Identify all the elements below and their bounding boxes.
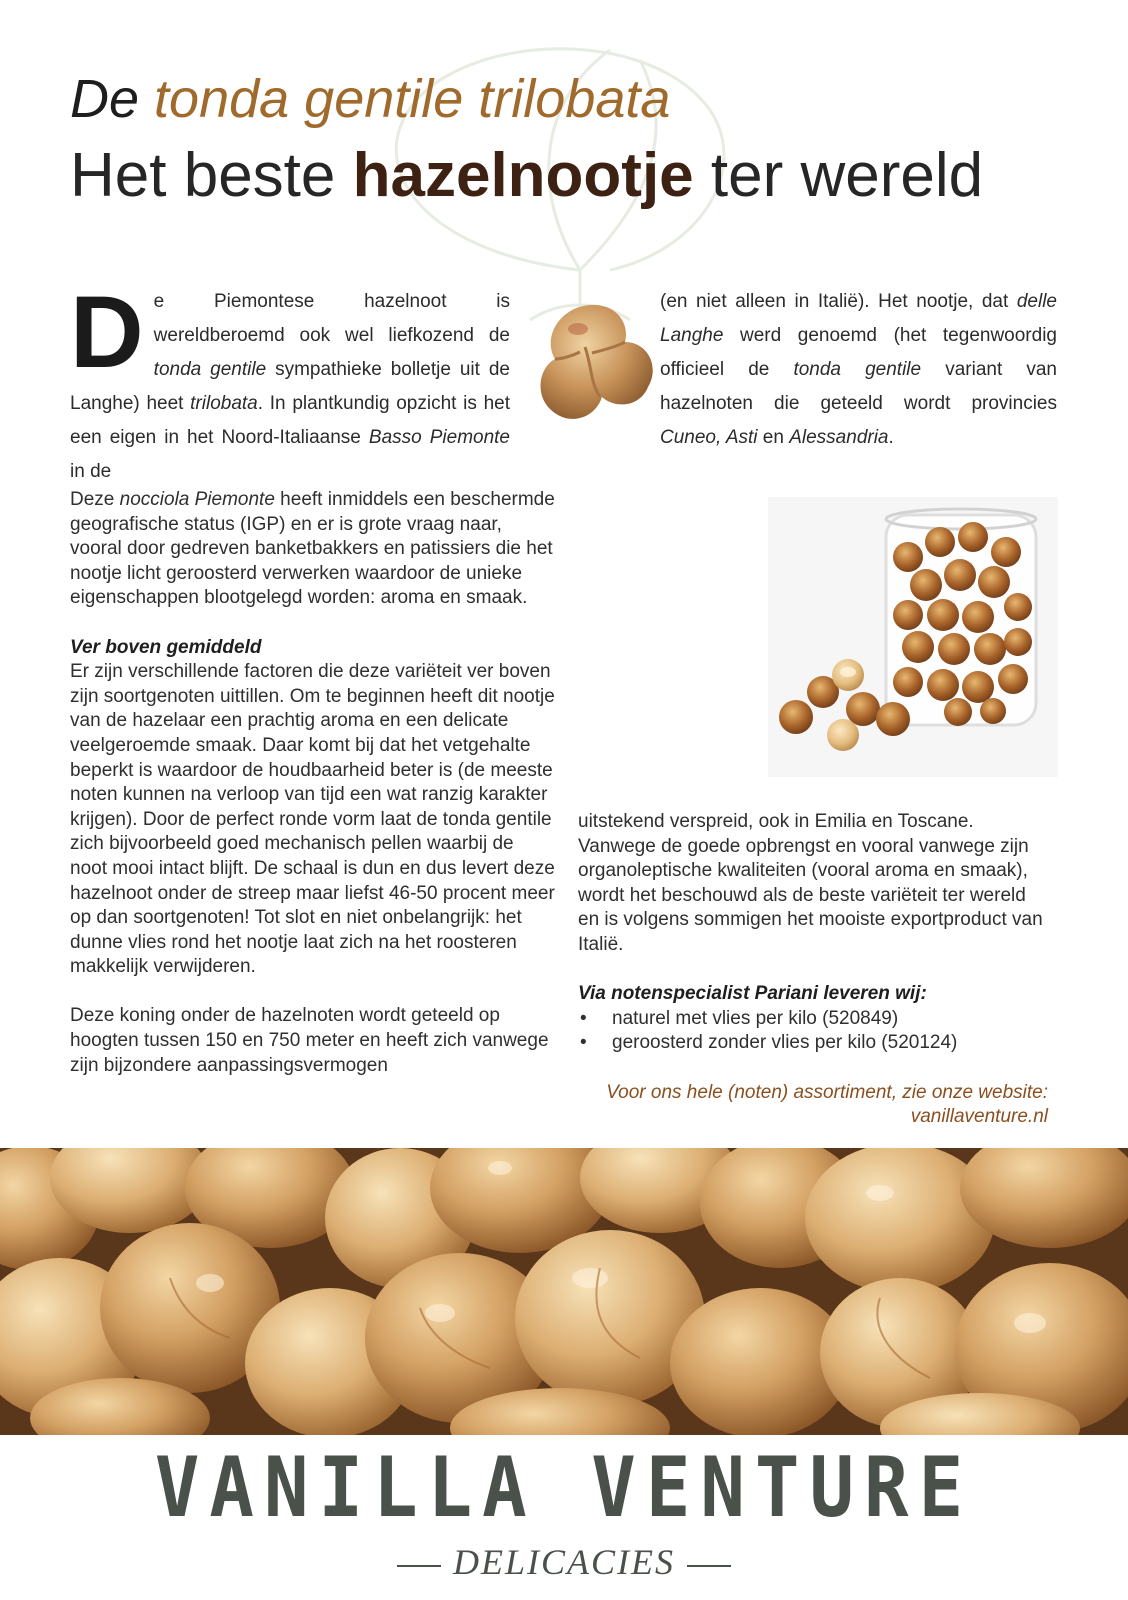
text-run: tonda gentile [153, 359, 267, 380]
title-line-2 [70, 134, 983, 218]
text-run: heeft inmiddels een beschermde geografische status (IGP) en er is grote vraag naar, vooral door gedreven banketbakkers en patissiers die het nootje licht geroosterd verwerken waardoor de unieke eigenschappen blootgelegd worden: aroma en smaak. [70, 489, 555, 609]
text-run: Alessandria [789, 427, 889, 448]
product-item-1-label: naturel met vlies per kilo (520849) [612, 1007, 899, 1029]
hazelnut-banner-image [0, 1148, 1128, 1435]
body-right-column [578, 810, 1048, 1130]
text-run: . [888, 427, 894, 448]
body-paragraph-4: uitstekend verspreid, ook in Emilia en Toscane. Vanwege de goede opbrengst en vooral vanwege zijn organoleptische kwaliteiten (vooral aroma en smaak), wordt het beschouwd als de beste variëteit ter wereld en is volgens sommigen het mooiste exportproduct van Italië. [578, 811, 1043, 955]
hazelnut-image [530, 297, 660, 432]
intro-right-text [660, 285, 1057, 455]
logo-wordmark: VANILLA VENTURE [154, 1439, 974, 1537]
title-line-1 [70, 62, 670, 136]
bullet-icon: • [580, 1007, 587, 1029]
body-paragraph-2: Er zijn verschillende factoren die deze variëteit ver boven zijn soortgenoten uittillen. Om te beginnen heeft dit nootje van de hazelaar een prachtig aroma en een delicate veelgeroemde smaak. Daar komt bij dat het vetgehalte beperkt is waardoor de houdbaarheid beter is (de meeste noten kunnen na verloop van tijd een wat ranzig karakter krijgen). Door de perfect ronde vorm laat de tonda gentile zich bijvoorbeeld goed mechanisch pellen waarbij de noot mooi intact blijft. De schaal is dun en dus levert deze hazelnoot onder de streep maar liefst 46-50 procent meer op dan soortgenoten! Tot slot en niet onbelangrijk: het dunne vlies rond het nootje laat zich na het roosteren makkelijk verwijderen. [70, 661, 555, 978]
text-run: sympathieke bolletje uit de Langhe) heet [70, 359, 510, 414]
vanilla-venture-logo [0, 1440, 1128, 1584]
intro-left-column [70, 275, 511, 489]
body-paragraph-3: Deze koning onder de hazelnoten wordt geteeld op hoogten tussen 150 en 750 meter en heeft zich vanwege zijn bijzondere aanpassingsvermogen [70, 1005, 549, 1076]
title-line2-post: ter wereld [710, 141, 984, 210]
text-run: delle Langhe [660, 291, 1057, 346]
intro-right-column [660, 285, 1057, 455]
text-run: trilobata [190, 393, 258, 414]
website-line-1: Voor ons hele (noten) assortiment, zie onze website: [606, 1081, 1048, 1103]
text-run: Basso Piemonte [368, 427, 510, 448]
text-run: variant van hazelnoten die geteeld wordt provincies [660, 359, 1057, 414]
title-line2-pre: Het beste [70, 141, 336, 210]
text-run: Deze [70, 489, 120, 510]
via-heading: Via notenspecialist Pariani leveren wij: [578, 983, 927, 1005]
title-de: De [70, 69, 140, 129]
text-run: in de [70, 461, 112, 482]
subhead-ver-boven: Ver boven gemiddeld [70, 636, 262, 658]
text-run: . In plantkundig opzicht is het een eigen in het Noord-Italiaanse [70, 393, 511, 448]
text-run: e Piemontese hazelnoot is wereldberoemd ook wel liefkozend de [153, 291, 510, 346]
logo-subtitle-text: DELICACIES [453, 1542, 675, 1582]
title-strong: hazelnootje [352, 141, 694, 210]
title-accent: tonda gentile trilobata [154, 69, 671, 129]
product-item-1 [578, 1007, 1048, 1032]
text-run: nocciola Piemonte [119, 489, 275, 510]
bullet-icon: • [580, 1032, 587, 1054]
text-run: (en niet alleen in Italië). Het nootje, dat [660, 291, 1017, 312]
logo-subtitle [0, 1540, 1128, 1584]
dropcap: D [70, 275, 144, 389]
text-run: werd genoemd (het tegenwoordig officieel de [660, 325, 1057, 380]
hazelnut-jar-image [768, 497, 1058, 777]
product-item-2 [578, 1031, 1048, 1056]
text-run: Cuneo, Asti [660, 427, 758, 448]
body-paragraph-1 [70, 488, 555, 611]
body-left-column [70, 488, 555, 1078]
product-list [578, 1007, 1048, 1056]
text-run: en [757, 427, 790, 448]
product-item-2-label: geroosterd zonder vlies per kilo (520124) [612, 1032, 958, 1054]
text-run: tonda gentile [793, 359, 922, 380]
website-link[interactable]: vanillaventure.nl [910, 1106, 1048, 1128]
